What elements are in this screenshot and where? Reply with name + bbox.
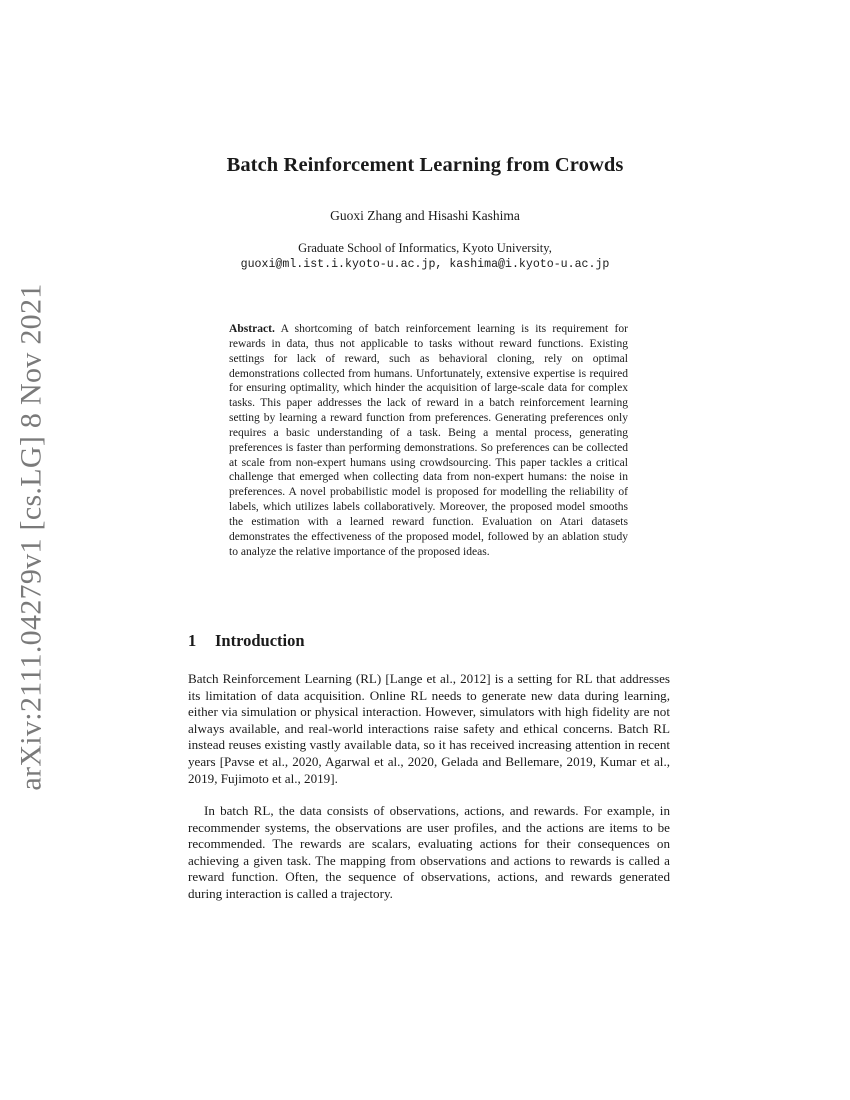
arxiv-identifier: arXiv:2111.04279v1 [cs.LG] 8 Nov 2021 — [15, 283, 49, 791]
abstract-label: Abstract. — [229, 323, 275, 335]
author-affiliation: Graduate School of Informatics, Kyoto University, — [298, 241, 552, 255]
section-heading-introduction — [188, 631, 305, 651]
body-paragraph: Batch Reinforcement Learning (RL) [Lange et al., 2012] is a setting for RL that addresses its limitation of data acquisition. Online RL needs to generate new data during learning, either via simulation or physical interaction. However, simulators with high fidelity are not always available, and real-world interactions raise safety and ethical concerns. Batch RL instead reuses existing vastly available data, so it has received increasing attention in recent years [Pavse et al., 2020, Agarwal et al., 2020, Gelada and Bellemare, 2019, Kumar et al., 2019, Fujimoto et al., 2019]. — [188, 671, 670, 786]
author-emails: guoxi@ml.ist.i.kyoto-u.ac.jp, kashima@i.kyoto-u.ac.jp — [240, 258, 610, 271]
arxiv-side-stamp — [2, 283, 62, 791]
section-title: Introduction — [215, 631, 305, 650]
abstract-block — [229, 322, 628, 560]
paper-title: Batch Reinforcement Learning from Crowds — [226, 154, 624, 176]
section-number: 1 — [188, 631, 197, 650]
author-list: Guoxi Zhang and Hisashi Kashima — [330, 208, 520, 223]
body-paragraph: In batch RL, the data consists of observations, actions, and rewards. For example, in recommender systems, the observations are user profiles, and the actions are items to be recommended. The rewards are scalars, evaluating actions for their consequences on achieving a given task. The mapping from observations and actions to rewards is called a reward function. Often, the sequence of observations, actions, and rewards generated during interaction is called a trajectory. — [188, 803, 670, 901]
abstract-text: A shortcoming of batch reinforcement learning is its requirement for rewards in data, thus not applicable to tasks without reward functions. Existing settings for lack of reward, such as behavioral cloning, rely on optimal demonstrations collected from humans. Unfortunately, extensive expertise is required for ensuring optimality, which hinder the acquisition of large-scale data for complex tasks. This paper addresses the lack of reward in a batch reinforcement learning setting by learning a reward function from preferences. Generating preferences only requires a basic understanding of a task. Being a mental process, generating preferences is faster than performing demonstrations. So preferences can be collected at scale from non-expert humans using crowdsourcing. This paper tackles a critical challenge that emerged when collecting data from non-expert humans: the noise in preferences. A novel probabilistic model is proposed for modelling the reliability of labels, which utilizes labels collaboratively. Moreover, the proposed model smooths the estimation with a learned reward function. Evaluation on Atari datasets demonstrates the effectiveness of the proposed model, followed by an ablation study to analyze the relative importance of the proposed ideas. — [229, 323, 629, 558]
